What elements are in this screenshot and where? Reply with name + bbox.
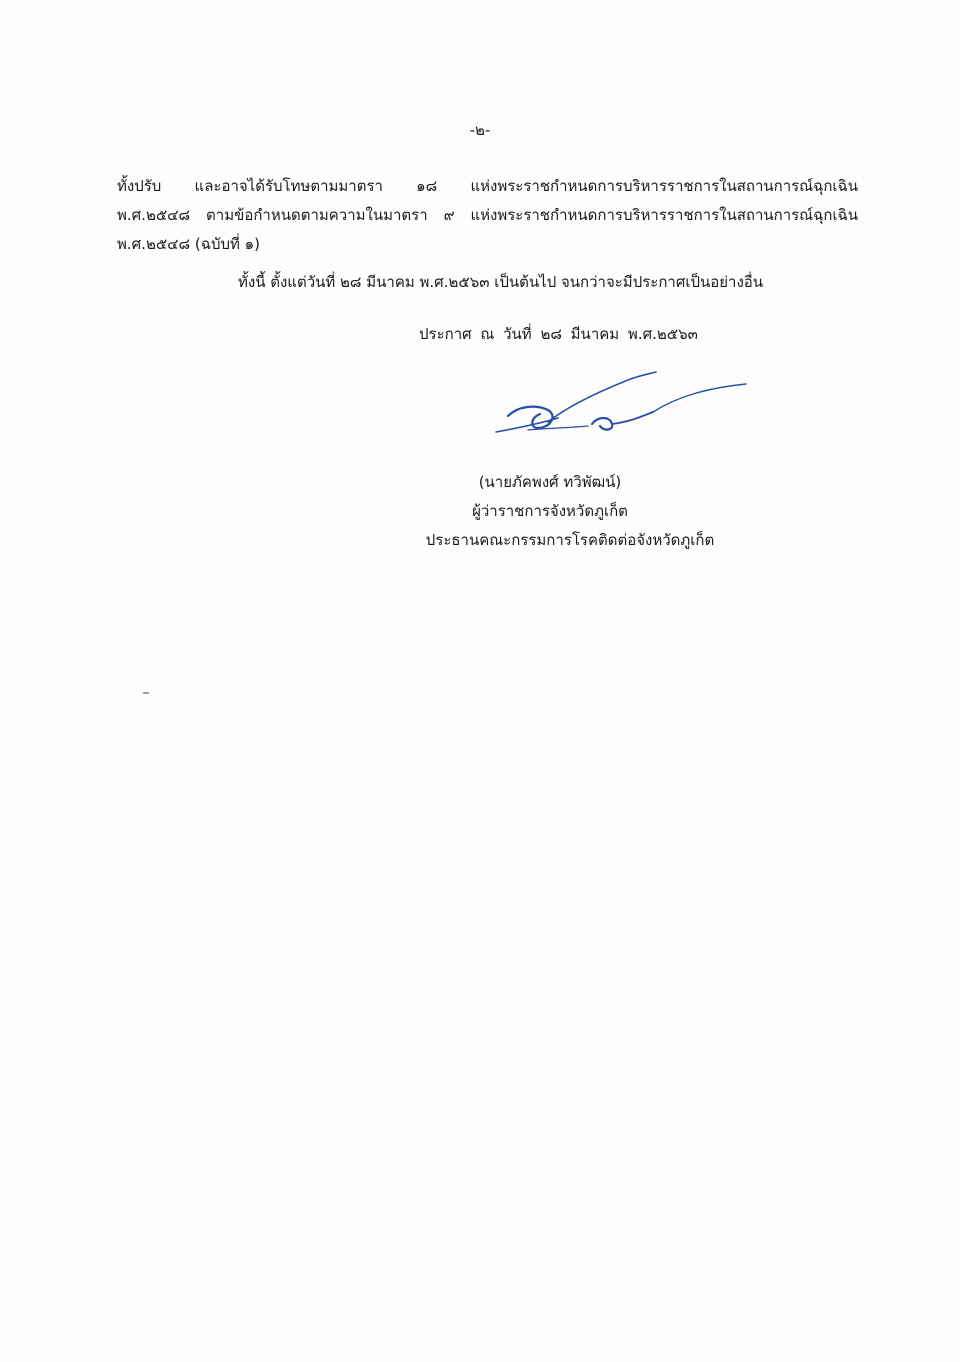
announcement-date: ประกาศ ณ วันที่ ๒๘ มีนาคม พ.ศ.๒๕๖๓: [419, 325, 698, 343]
body-line-1: ทั้งปรับ และอาจได้รับโทษตามมาตรา ๑๘ แห่งพระราชกำหนดการบริหารราชการในสถานการณ์ฉุกเฉิน: [117, 177, 858, 195]
scan-speck: [143, 692, 149, 694]
handwritten-signature: [488, 366, 758, 446]
body-line-4: ทั้งนี้ ตั้งแต่วันที่ ๒๘ มีนาคม พ.ศ.๒๕๖๓ เป็นต้นไป จนกว่าจะมีประกาศเป็นอย่างอื่น: [238, 273, 764, 291]
body-line-2: พ.ศ.๒๕๔๘ ตามข้อกำหนดตามความในมาตรา ๙ แห่งพระราชกำหนดการบริหารราชการในสถานการณ์ฉุกเฉิน: [117, 206, 858, 224]
page-number: -๒-: [469, 121, 491, 139]
body-line-3: พ.ศ.๒๕๔๘ (ฉบับที่ ๑): [117, 235, 261, 253]
signatory-position-governor: ผู้ว่าราชการจังหวัดภูเก็ต: [472, 502, 628, 520]
signatory-name: (นายภัคพงศ์ ทวิพัฒน์): [478, 473, 622, 491]
signatory-position-committee-chair: ประธานคณะกรรมการโรคติดต่อจังหวัดภูเก็ต: [425, 531, 715, 549]
